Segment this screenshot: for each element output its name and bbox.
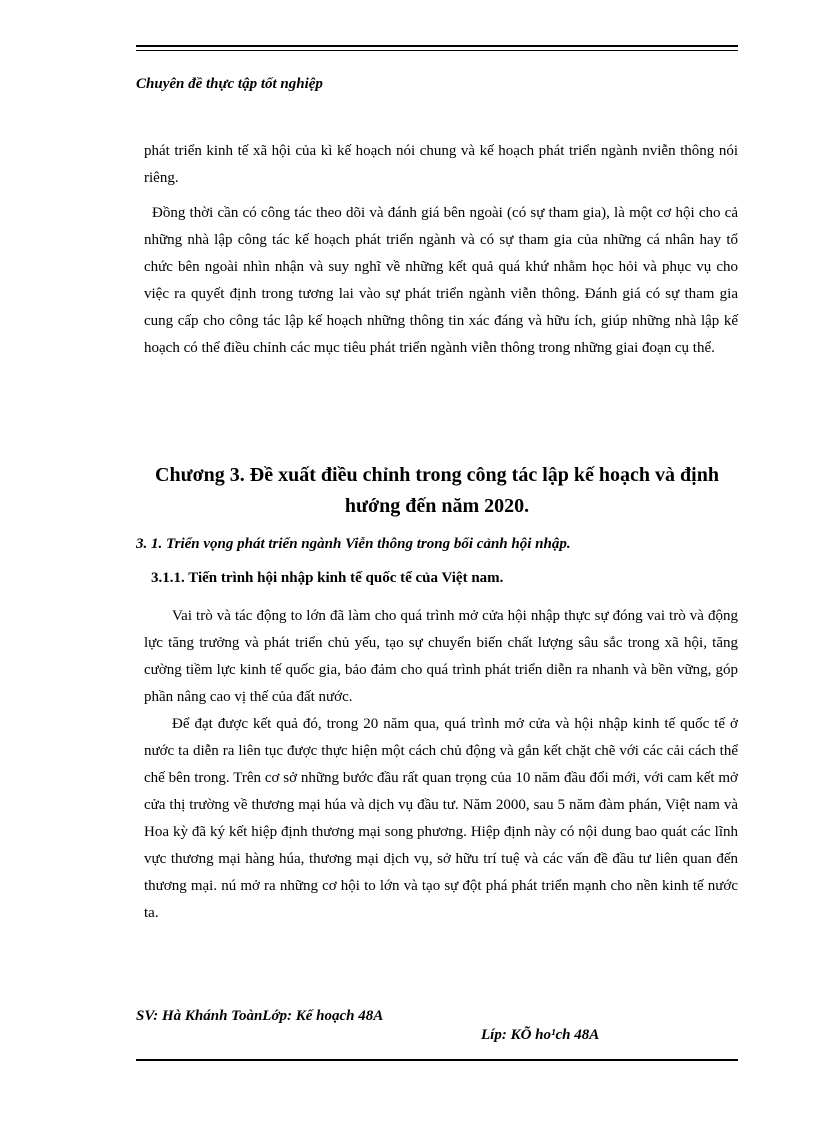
header-rule-thin <box>136 50 738 51</box>
running-header-title: Chuyên đề thực tập tốt nghiệp <box>136 76 323 92</box>
body-paragraph-3: Vai trò và tác động to lớn đã làm cho quá trình mở cửa hội nhập thực sự đóng vai trò và động lực tăng trưởng và phát triển chủ yếu, tạo sự chuyển biến chất lượng sâu sắc trong xã hội, tăng cường tiềm lực kinh tế quốc gia, bảo đảm cho quá trình phát triển diễn ra nhanh và bền vững, góp phần nâng cao vị thế của đất nước. <box>144 608 738 705</box>
body-paragraph-2: Đồng thời cần có công tác theo dõi và đánh giá bên ngoài (có sự tham gia), là một cơ hội cho cả những nhà lập công tác kế hoạch phát triển ngành và có sự tham gia của những cá nhân hay tổ chức bên ngoài nhìn nhận và suy nghĩ về những kết quả quá khứ nhằm học hỏi và phục vụ cho việc ra quyết định trong tương lai vào sự phát triển ngành viễn thông. Đánh giá có sự tham gia cung cấp cho công tác lập kế hoạch những thông tin xác đáng và hữu ích, giúp những nhà lập kế hoạch có thể điều chỉnh các mục tiêu phát triển ngành viễn thông trong những giai đoạn cụ thể. <box>144 205 738 356</box>
footer-rule <box>136 1059 738 1061</box>
footer-class-label: Líp: KÕ ho¹ch 48A <box>481 1027 600 1043</box>
body-paragraph-4: Để đạt được kết quả đó, trong 20 năm qua, quá trình mở cửa và hội nhập kinh tế quốc tế ở nước ta diễn ra liên tục được thực hiện một cách chủ động và gắn kết chặt chẽ với các cải cách thể chế bên trong. Trên cơ sở những bước đầu rất quan trọng của 10 năm đầu đổi mới, với cam kết mở cửa thị trường về thương mại húa và dịch vụ đầu tư. Năm 2000, sau 5 năm đàm phán, Việt nam và Hoa kỳ đã ký kết hiệp định thương mại song phương. Hiệp định này có nội dung bao quát các lĩnh vực thương mại hàng húa, thương mại dịch vụ, sở hữu trí tuệ và các vấn đề đầu tư liên quan đến thương mại. nú mở ra những cơ hội to lớn và tạo sự đột phá phát triển mạnh cho nền kinh tế nước ta. <box>144 716 738 921</box>
body-paragraph-1: phát triển kinh tế xã hội của kì kế hoạch nói chung và kế hoạch phát triển ngành nviễn thông nói riêng. <box>144 143 738 186</box>
chapter-title: Chương 3. Đề xuất điều chỉnh trong công tác lập kế hoạch và định hướng đến năm 2020. <box>155 464 719 517</box>
header-rule-thick <box>136 45 738 47</box>
subsection-heading: 3.1.1. Tiến trình hội nhập kinh tế quốc tế của Việt nam. <box>151 570 504 586</box>
section-heading: 3. 1. Triển vọng phát triển ngành Viễn thông trong bối cảnh hội nhập. <box>136 536 571 552</box>
footer-author: SV: Hà Khánh ToànLớp: Kế hoạch 48A <box>136 1008 384 1024</box>
